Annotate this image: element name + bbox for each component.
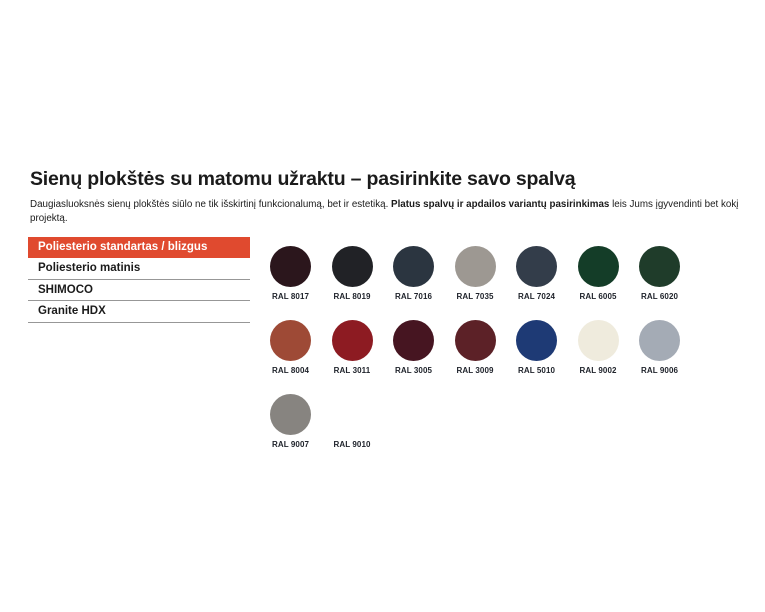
swatch-color-circle[interactable] <box>332 246 373 287</box>
color-swatch-grid <box>270 246 680 449</box>
swatch-label: RAL 3011 <box>333 366 371 375</box>
swatch-color-circle[interactable] <box>393 320 434 361</box>
description-text-bold: Platus spalvų ir apdailos variantų pasirinkimas <box>391 198 610 210</box>
swatch-color-circle[interactable] <box>393 246 434 287</box>
swatch-ral-7024[interactable] <box>516 246 557 301</box>
swatch-ral-6020[interactable] <box>639 246 680 301</box>
description-text-start: Daugiasluoksnės sienų plokštės siūlo ne tik išskirtinį funkcionalumą, bet ir estetiką. <box>30 198 392 210</box>
swatch-label: RAL 6005 <box>579 292 617 301</box>
finish-tab-poliesterio-standartas-blizgus[interactable]: Poliesterio standartas / blizgus <box>28 237 250 258</box>
finish-tabs <box>28 237 250 323</box>
swatch-ral-3011[interactable] <box>332 320 373 375</box>
swatch-color-circle[interactable] <box>516 246 557 287</box>
swatch-color-circle[interactable] <box>270 394 311 435</box>
swatch-color-circle[interactable] <box>639 320 680 361</box>
swatch-label: RAL 5010 <box>517 366 556 375</box>
swatch-label: RAL 9002 <box>579 366 617 375</box>
swatch-label: RAL 3009 <box>456 366 494 375</box>
swatch-color-circle[interactable] <box>455 246 496 287</box>
swatch-ral-7016[interactable] <box>393 246 434 301</box>
swatch-color-circle[interactable] <box>332 394 373 435</box>
swatch-ral-7035[interactable] <box>455 246 496 301</box>
swatch-color-circle[interactable] <box>270 246 311 287</box>
swatch-ral-8004[interactable] <box>270 320 311 375</box>
swatch-label: RAL 9010 <box>333 440 371 449</box>
swatch-ral-9007[interactable] <box>270 394 311 449</box>
swatch-ral-9002[interactable] <box>578 320 619 375</box>
swatch-ral-6005[interactable] <box>578 246 619 301</box>
swatch-label: RAL 8017 <box>271 292 310 301</box>
section-description <box>30 198 746 227</box>
swatch-ral-3005[interactable] <box>393 320 434 375</box>
swatch-ral-3009[interactable] <box>455 320 496 375</box>
swatch-color-circle[interactable] <box>270 320 311 361</box>
swatch-label: RAL 9006 <box>640 366 679 375</box>
swatch-label: RAL 6020 <box>640 292 679 301</box>
swatch-ral-5010[interactable] <box>516 320 557 375</box>
finish-tab-shimoco[interactable]: SHIMOCO <box>28 280 250 302</box>
swatch-ral-9006[interactable] <box>639 320 680 375</box>
swatch-color-circle[interactable] <box>639 246 680 287</box>
swatch-label: RAL 8004 <box>271 366 310 375</box>
finish-tab-poliesterio-matinis[interactable]: Poliesterio matinis <box>28 258 250 280</box>
swatch-color-circle[interactable] <box>455 320 496 361</box>
swatch-label: RAL 8019 <box>333 292 371 301</box>
swatch-color-circle[interactable] <box>516 320 557 361</box>
swatch-color-circle[interactable] <box>578 246 619 287</box>
finish-tab-granite-hdx[interactable]: Granite HDX <box>28 301 250 323</box>
swatch-label: RAL 7016 <box>394 292 433 301</box>
swatch-label: RAL 7035 <box>456 292 494 301</box>
swatch-color-circle[interactable] <box>578 320 619 361</box>
swatch-label: RAL 9007 <box>271 440 310 449</box>
swatch-color-circle[interactable] <box>332 320 373 361</box>
swatch-ral-8019[interactable] <box>332 246 373 301</box>
page-title: Sienų plokštės su matomu užraktu – pasirinkite savo spalvą <box>30 168 576 191</box>
swatch-ral-8017[interactable] <box>270 246 311 301</box>
swatch-label: RAL 7024 <box>517 292 556 301</box>
swatch-label: RAL 3005 <box>394 366 433 375</box>
description-text-end: leis Jums įgyvendinti bet kokį projektą. <box>30 198 739 225</box>
swatch-ral-9010[interactable] <box>332 394 373 449</box>
